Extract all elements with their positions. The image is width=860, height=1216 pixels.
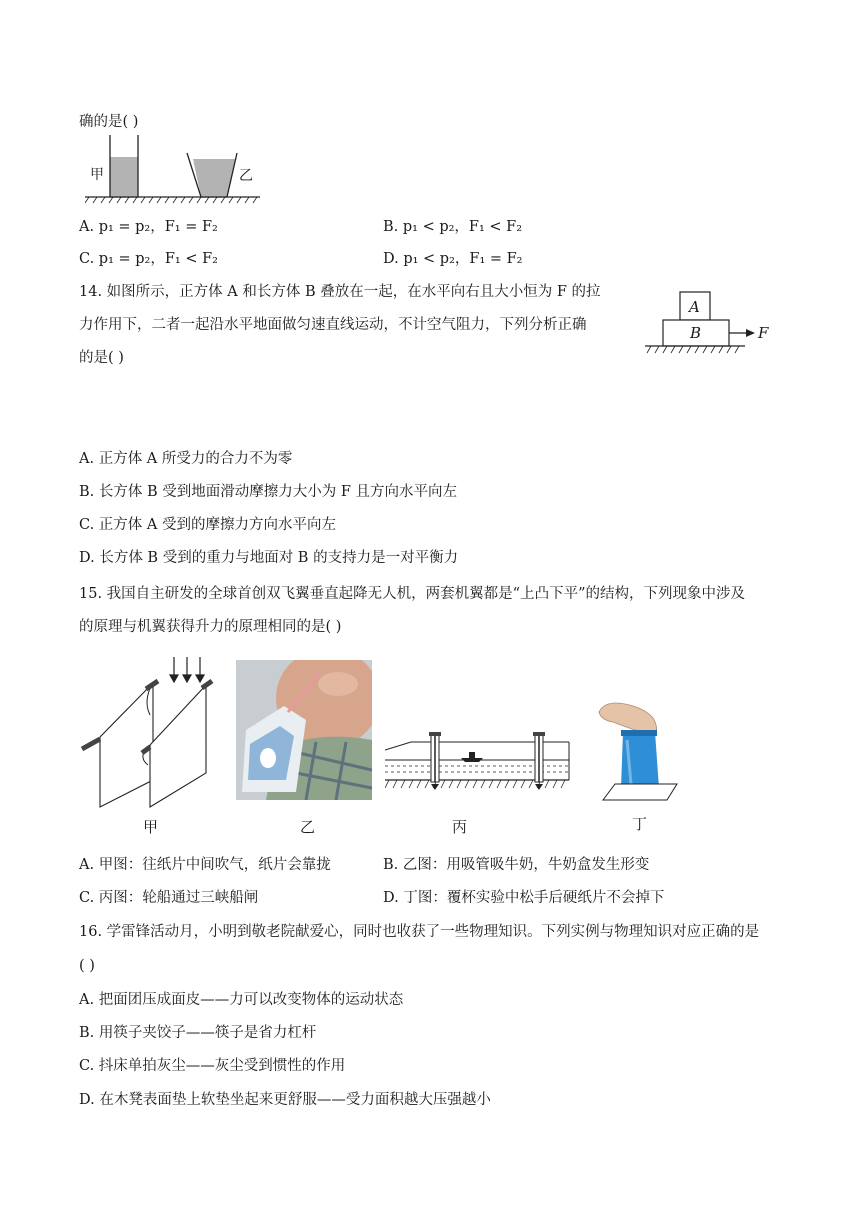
q13-figure xyxy=(85,135,260,207)
q14-option-a[interactable]: A. 正方体 A 所受力的合力不为零 xyxy=(79,451,293,467)
q15-figure-yi-photo xyxy=(236,660,372,800)
q13-label-yi: 乙 xyxy=(239,168,253,184)
q14-label-b: B xyxy=(690,324,702,342)
q16-option-c[interactable]: C. 抖床单拍灰尘——灰尘受到惯性的作用 xyxy=(79,1058,346,1074)
q13-option-c[interactable]: C. p₁ = p₂，F₁ < F₂ xyxy=(79,251,218,267)
q15-caption-jia: 甲 xyxy=(143,818,159,836)
q15-option-b[interactable]: B. 乙图：用吸管吸牛奶，牛奶盒发生形变 xyxy=(383,857,650,873)
q13-option-b[interactable]: B. p₁ < p₂，F₁ < F₂ xyxy=(383,219,523,235)
q15-option-a[interactable]: A. 甲图：往纸片中间吹气，纸片会靠拢 xyxy=(79,857,331,873)
q16-option-d[interactable]: D. 在木凳表面垫上软垫坐起来更舒服——受力面积越大压强越小 xyxy=(79,1092,491,1108)
q14-option-c[interactable]: C. 正方体 A 受到的摩擦力方向水平向左 xyxy=(79,517,336,533)
q15-stem-line2: 的原理与机翼获得升力的原理相同的是( ) xyxy=(79,619,342,635)
q16-option-a[interactable]: A. 把面团压成面皮——力可以改变物体的运动状态 xyxy=(79,992,404,1008)
q13-option-a[interactable]: A. p₁ = p₂，F₁ = F₂ xyxy=(79,219,218,235)
q16-stem-line2: ( ) xyxy=(79,958,95,974)
q13-tail: 确的是( ) xyxy=(79,114,139,130)
q14-stem-line2: 力作用下，二者一起沿水平地面做匀速直线运动，不计空气阻力，下列分析正确 xyxy=(79,317,587,333)
q13-label-jia: 甲 xyxy=(90,167,104,183)
q13-option-d[interactable]: D. p₁ < p₂，F₁ = F₂ xyxy=(383,251,523,267)
q15-caption-ding: 丁 xyxy=(632,815,648,833)
q16-option-b[interactable]: B. 用筷子夹饺子——筷子是省力杠杆 xyxy=(79,1025,317,1041)
q15-caption-bing: 丙 xyxy=(452,818,468,836)
q15-option-d[interactable]: D. 丁图：覆杯实验中松手后硬纸片不会掉下 xyxy=(383,890,665,906)
q14-figure xyxy=(645,290,775,362)
q16-stem-line1: 16. 学雷锋活动月，小明到敬老院献爱心，同时也收获了一些物理知识。下列实例与物理知识对应正确的是 xyxy=(79,924,760,940)
q14-label-a: A xyxy=(689,298,700,316)
q14-option-b[interactable]: B. 长方体 B 受到地面滑动摩擦力大小为 F 且方向水平向左 xyxy=(79,484,458,500)
q14-stem-line3: 的是( ) xyxy=(79,350,124,366)
q15-figure-bing xyxy=(385,720,571,800)
q14-label-f: F xyxy=(758,324,769,342)
q15-caption-yi: 乙 xyxy=(300,818,316,836)
q14-stem-line1: 14. 如图所示，正方体 A 和长方体 B 叠放在一起，在水平向右且大小恒为 F 的拉 xyxy=(79,284,601,300)
q15-figure-ding xyxy=(595,700,680,805)
q14-option-d[interactable]: D. 长方体 B 受到的重力与地面对 B 的支持力是一对平衡力 xyxy=(79,550,459,566)
q15-stem-line1: 15. 我国自主研发的全球首创双飞翼垂直起降无人机，两套机翼都是“上凸下平”的结构，下列现象中涉及 xyxy=(79,586,745,602)
q15-option-c[interactable]: C. 丙图：轮船通过三峡船闸 xyxy=(79,890,259,906)
q15-figure-jia xyxy=(78,655,223,810)
